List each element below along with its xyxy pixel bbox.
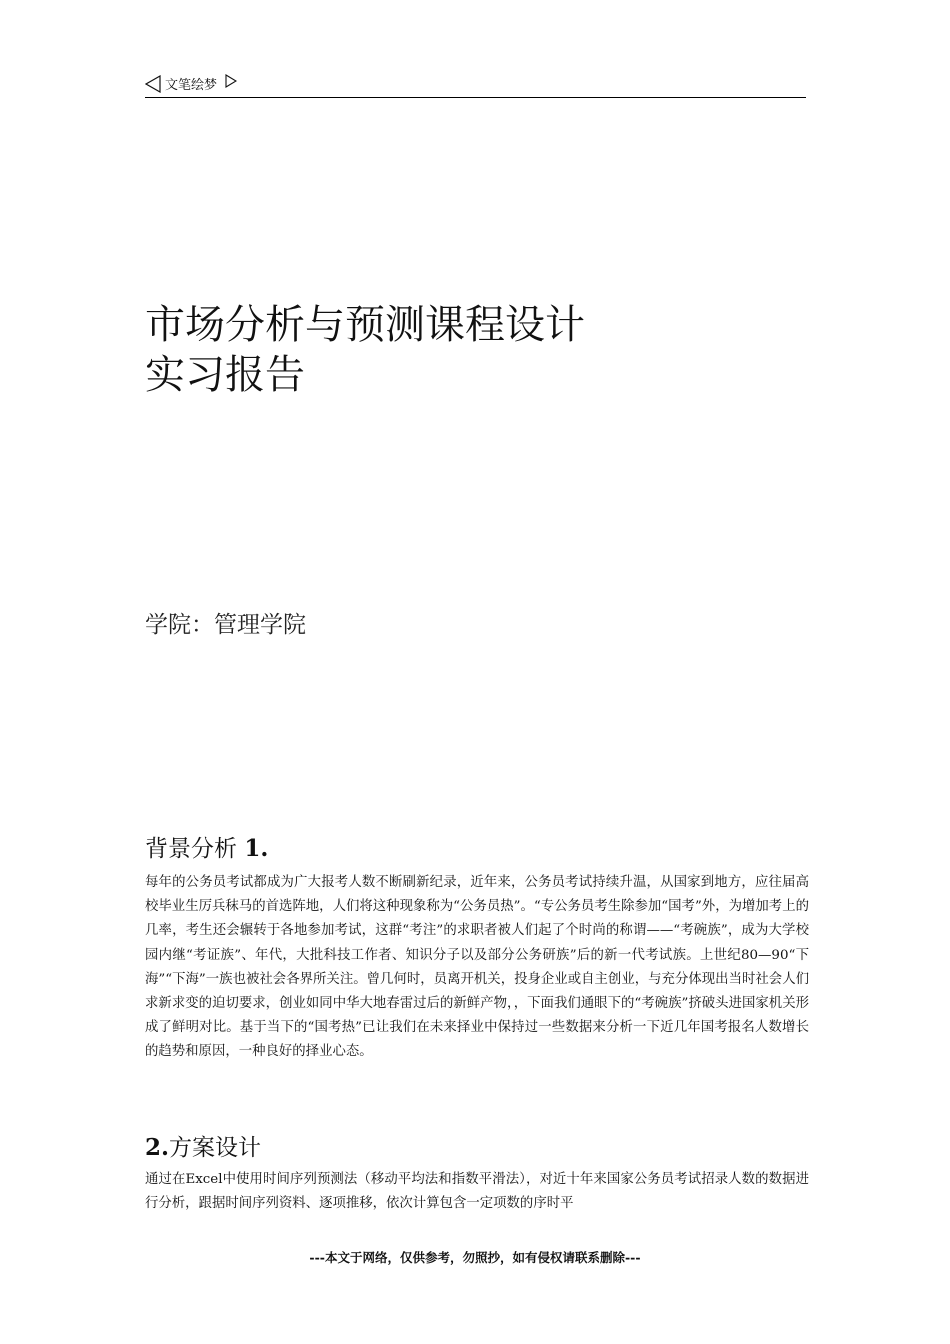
title-line-1: 市场分析与预测课程设计 — [145, 302, 585, 348]
section-2-heading-number: 2. — [145, 1134, 170, 1161]
section-2-heading-text: 方案设计 — [169, 1135, 262, 1161]
section-1-heading-number: 1. — [244, 835, 269, 862]
page-header — [145, 74, 237, 93]
section-1-paragraph: 每年的公务员考试都成为广大报考人数不断刷新纪录，近年来，公务员考试持续升温，从国家到地方，应往届高校毕业生厉兵秣马的首选阵地，人们将这种现象称为“公务员热”。“专公务员考生除参加“国考”外，为增加考上的几率，考生还会辗转于各地参加考试，这群“考注”的求职者被人们起了个时尚的称谓——“考碗族”，成为大学校园内继“考证族”、年代，大批科技工作者、知识分子以及部分公务研族”后的新一代考试族。上世纪80—90“下海”“下海”一族也被社会各界所关注。曾几何时，员离开机关，投身企业或自主创业，与充分体现出当时社会人们求新求变的迫切要求，创业如同中华大地春雷过后的新鲜产物，，下面我们通眼下的“考碗族”挤破头进国家机关形成了鲜明对比。基于当下的“国考热”已让我们在未来择业中保持过一些数据来分析一下近几年国考报名人数增长的趋势和原因，一种良好的择业心态。 — [145, 875, 809, 1060]
document-title — [145, 300, 585, 400]
section-1-heading-text: 背景分析 — [145, 836, 237, 862]
title-line-2: 实习报告 — [145, 352, 305, 398]
section-2-heading — [145, 1129, 261, 1162]
triangle-right-icon — [225, 74, 237, 88]
header-divider — [145, 97, 806, 98]
triangle-left-icon — [145, 75, 161, 93]
college-label: 学院：管理学院 — [145, 612, 306, 638]
section-2-paragraph: 通过在Excel中使用时间序列预测法（移动平均法和指数平滑法），对近十年来国家公务员考试招录人数的数据进行分析，跟据时间序列资料、逐项推移，依次计算包含一定项数的序时平 — [145, 1172, 809, 1212]
header-brand: 文笔绘梦 — [165, 78, 218, 93]
footer-disclaimer: ---本文于网络，仅供参考，勿照抄，如有侵权请联系删除--- — [309, 1250, 641, 1265]
section-1-heading — [145, 830, 268, 863]
